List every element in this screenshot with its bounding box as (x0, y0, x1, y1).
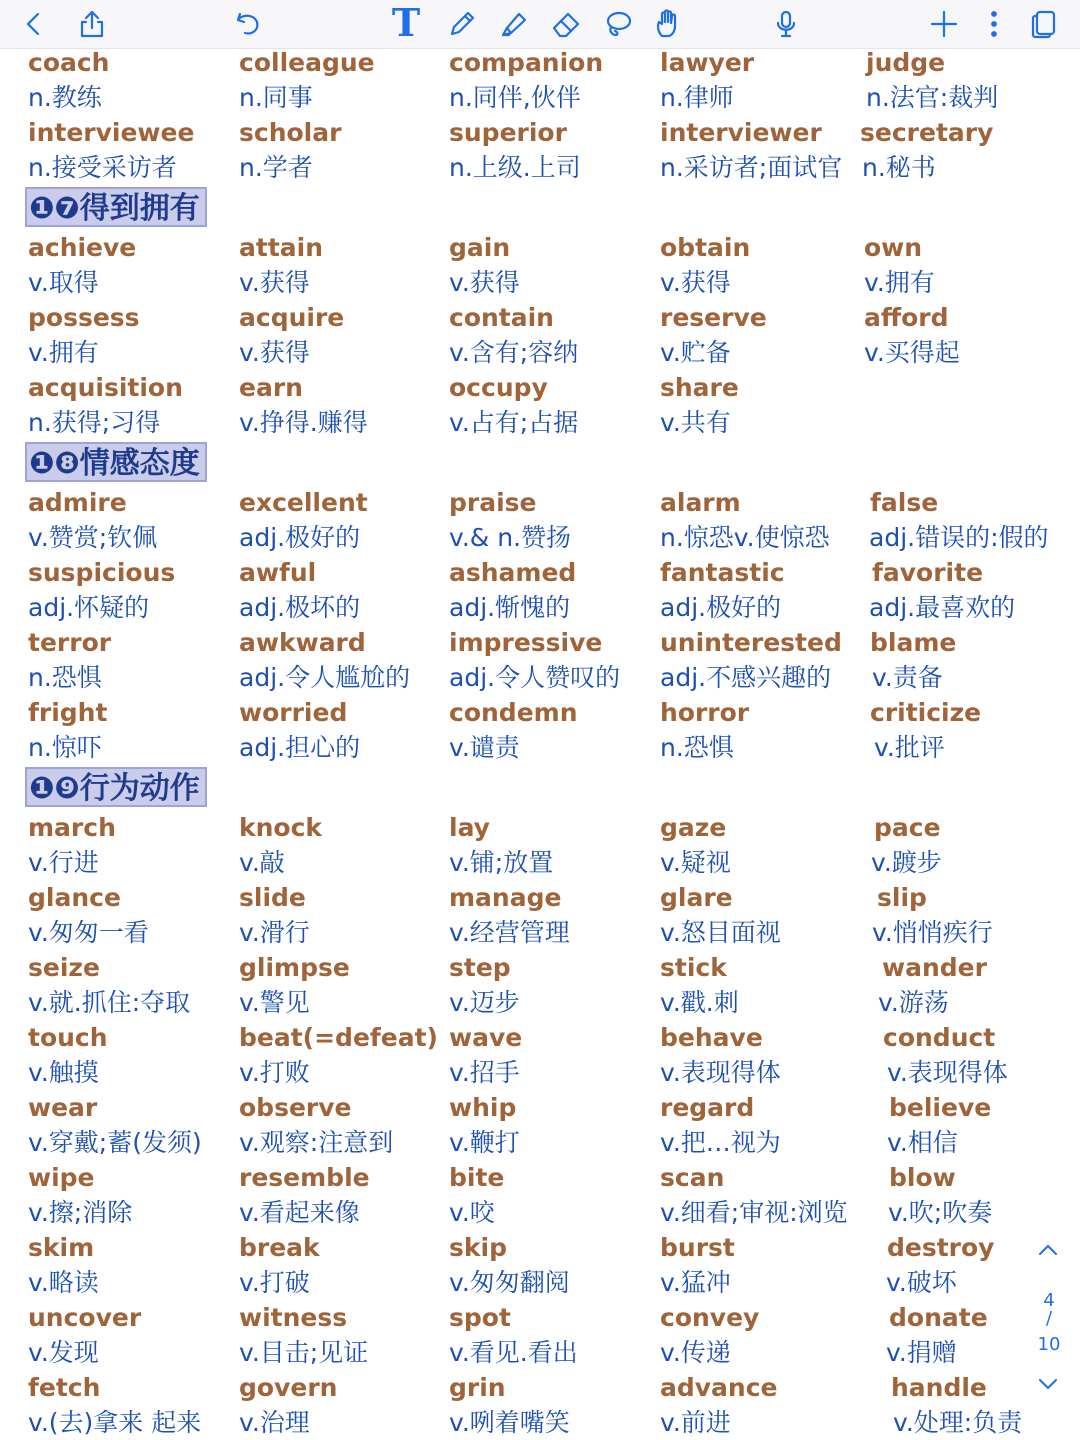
vocab-definition: v.行进 (28, 848, 99, 877)
vocab-definition: v.匆匆一看 (28, 918, 149, 947)
vocab-word: fantastic (660, 558, 785, 587)
vocab-word: skim (28, 1233, 95, 1262)
vocab-word: pace (874, 813, 941, 842)
vocab-definition: v.戳.刺 (660, 988, 739, 1017)
vocab-definition: adj.惭愧的 (449, 593, 571, 622)
vocab-definition: v.发现 (28, 1338, 99, 1367)
vocab-definition: v.传递 (660, 1338, 731, 1367)
vocab-word: govern (239, 1373, 338, 1402)
vocab-definition: n.接受采访者 (28, 153, 177, 182)
vocab-word: conduct (883, 1023, 996, 1052)
vocabulary-page (0, 48, 1080, 1440)
total-page-count: 10 (1037, 1334, 1061, 1355)
vocab-word: coach (28, 48, 110, 77)
vocab-word: wipe (28, 1163, 95, 1192)
vocab-definition: v.表现得体 (887, 1058, 1008, 1087)
vocab-word: own (864, 233, 923, 262)
pen-icon[interactable] (442, 4, 482, 44)
vocab-word: bite (449, 1163, 505, 1192)
vocab-definition: v.敲 (239, 848, 285, 877)
vocab-word: wave (449, 1023, 523, 1052)
vocab-word: beat(=defeat) (239, 1023, 438, 1052)
vocab-definition: v.获得 (449, 268, 520, 297)
vocab-definition: adj.错误的:假的 (869, 523, 1049, 552)
vocab-word: stick (660, 953, 727, 982)
vocab-definition: v.目击;见证 (239, 1338, 369, 1367)
hand-select-icon[interactable] (648, 4, 688, 44)
section-header: ❶❼得到拥有 (25, 187, 207, 227)
vocab-word: awful (239, 558, 317, 587)
vocab-word: convey (660, 1303, 760, 1332)
vocab-definition: adj.担心的 (239, 733, 361, 762)
pages-icon[interactable] (1024, 4, 1064, 44)
vocab-definition: v.怒目面视 (660, 918, 781, 947)
vocab-word: awkward (239, 628, 366, 657)
vocab-word: skip (449, 1233, 507, 1262)
vocab-word: secretary (860, 118, 994, 147)
vocab-word: afford (864, 303, 949, 332)
vocab-definition: v.看起来像 (239, 1198, 360, 1227)
vocab-definition: v.占有;占据 (449, 408, 579, 437)
vocab-word: witness (239, 1303, 348, 1332)
vocab-word: worried (239, 698, 348, 727)
vocab-word: uncover (28, 1303, 142, 1332)
page-separator: / (1045, 1308, 1053, 1329)
vocab-definition: v.迈步 (449, 988, 520, 1017)
vocab-word: seize (28, 953, 100, 982)
vocab-word: lawyer (660, 48, 755, 77)
vocab-definition: adj.极坏的 (239, 593, 361, 622)
chevron-up-icon[interactable] (1036, 1240, 1060, 1260)
vocab-word: blow (889, 1163, 956, 1192)
vocab-word: reserve (660, 303, 767, 332)
vocab-definition: n.恐惧 (660, 733, 734, 762)
vocab-word: suspicious (28, 558, 176, 587)
vocab-definition: v.铺;放置 (449, 848, 554, 877)
vocab-word: gain (449, 233, 511, 262)
vocab-word: observe (239, 1093, 352, 1122)
vocab-word: terror (28, 628, 112, 657)
vocab-definition: v.游荡 (878, 988, 949, 1017)
vocab-word: blame (870, 628, 957, 657)
vocab-word: interviewer (660, 118, 822, 147)
vocab-word: uninterested (660, 628, 842, 657)
vocab-word: knock (239, 813, 323, 842)
vocab-definition: v.获得 (239, 268, 310, 297)
vocab-definition: v.前进 (660, 1408, 731, 1437)
vocab-definition: v.就.抓住:夺取 (28, 988, 191, 1017)
microphone-icon[interactable] (766, 4, 806, 44)
vocab-word: believe (889, 1093, 992, 1122)
vocab-word: march (28, 813, 116, 842)
vocab-word: horror (660, 698, 750, 727)
section-header: ❶❽情感态度 (25, 442, 207, 482)
vocab-definition: n.法官:裁判 (866, 83, 999, 112)
vocab-word: companion (449, 48, 604, 77)
vocab-word: wander (882, 953, 987, 982)
vocab-word: contain (449, 303, 554, 332)
vocab-definition: v.咬 (449, 1198, 495, 1227)
vocab-word: slip (877, 883, 927, 912)
vocab-word: admire (28, 488, 127, 517)
vocab-word: donate (889, 1303, 988, 1332)
vocab-definition: v.(去)拿来 起来 (28, 1408, 202, 1437)
vocab-definition: v.穿戴;蓄(发须) (28, 1128, 202, 1157)
vocab-word: share (660, 373, 739, 402)
vocab-word: whip (449, 1093, 517, 1122)
vocab-definition: v.擦;消除 (28, 1198, 133, 1227)
vocab-word: grin (449, 1373, 506, 1402)
vocab-definition: adj.令人尴尬的 (239, 663, 411, 692)
add-icon[interactable] (924, 4, 964, 44)
vocab-word: occupy (449, 373, 548, 402)
vocab-definition: n.教练 (28, 83, 102, 112)
vocab-word: acquisition (28, 373, 183, 402)
vocab-definition: v.治理 (239, 1408, 310, 1437)
vocab-definition: n.同事 (239, 83, 313, 112)
vocab-definition: v.获得 (660, 268, 731, 297)
vocab-definition: v.取得 (28, 268, 99, 297)
vocab-word: false (870, 488, 939, 517)
vocab-definition: n.采访者;面试官 (660, 153, 843, 182)
vocab-word: break (239, 1233, 320, 1262)
vocab-definition: adj.极好的 (660, 593, 782, 622)
vocab-definition: n.获得;习得 (28, 408, 161, 437)
vocab-definition: v.看见.看出 (449, 1338, 578, 1367)
vocab-definition: v.含有;容纳 (449, 338, 579, 367)
vocab-definition: v.表现得体 (660, 1058, 781, 1087)
vocab-word: resemble (239, 1163, 370, 1192)
vocab-definition: v.疑视 (660, 848, 731, 877)
vocab-word: handle (891, 1373, 987, 1402)
vocab-definition: v.触摸 (28, 1058, 99, 1087)
vocab-definition: v.拥有 (864, 268, 935, 297)
vocab-definition: adj.令人赞叹的 (449, 663, 621, 692)
vocab-word: attain (239, 233, 324, 262)
vocab-definition: adj.极好的 (239, 523, 361, 552)
vocab-definition: v.悄悄疾行 (872, 918, 993, 947)
text-tool-icon[interactable]: T (391, 0, 421, 45)
vocab-word: interviewee (28, 118, 195, 147)
vocab-definition: n.惊恐v.使惊恐 (660, 523, 830, 552)
vocab-definition: v.责备 (872, 663, 943, 692)
vocab-definition: n.恐惧 (28, 663, 102, 692)
undo-icon[interactable] (228, 4, 268, 44)
vocab-definition: v.贮备 (660, 338, 731, 367)
vocab-definition: v.踱步 (871, 848, 942, 877)
section-header: ❶❾行为动作 (25, 767, 207, 807)
vocab-definition: v.& n.赞扬 (449, 523, 572, 552)
vocab-definition: v.细看;审视:浏览 (660, 1198, 848, 1227)
vocab-definition: v.警见 (239, 988, 310, 1017)
vocab-definition: v.谴责 (449, 733, 520, 762)
eraser-icon[interactable] (546, 4, 586, 44)
vocab-word: acquire (239, 303, 345, 332)
vocab-word: possess (28, 303, 140, 332)
vocab-word: wear (28, 1093, 98, 1122)
vocab-definition: v.批评 (874, 733, 945, 762)
vocab-definition: v.挣得.赚得 (239, 408, 368, 437)
vocab-word: criticize (870, 698, 982, 727)
vocab-definition: n.上级.上司 (449, 153, 581, 182)
vocab-definition: v.猛冲 (660, 1268, 731, 1297)
vocab-word: fright (28, 698, 108, 727)
vocab-definition: adj.不感兴趣的 (660, 663, 832, 692)
lasso-icon[interactable] (598, 4, 638, 44)
vocab-word: condemn (449, 698, 578, 727)
vocab-word: colleague (239, 48, 375, 77)
vocab-definition: v.捐赠 (886, 1338, 957, 1367)
vocab-definition: v.赞赏;钦佩 (28, 523, 158, 552)
vocab-definition: v.打败 (239, 1058, 310, 1087)
vocab-word: touch (28, 1023, 108, 1052)
vocab-definition: v.经营管理 (449, 918, 570, 947)
vocab-definition: v.买得起 (864, 338, 960, 367)
vocab-definition: adj.最喜欢的 (869, 593, 1016, 622)
vocab-definition: v.共有 (660, 408, 731, 437)
vocab-definition: n.惊吓 (28, 733, 102, 762)
vocab-word: scan (660, 1163, 725, 1192)
vocab-word: alarm (660, 488, 741, 517)
vocab-word: lay (449, 813, 490, 842)
vocab-definition: v.破坏 (886, 1268, 957, 1297)
vocab-word: superior (449, 118, 567, 147)
vocab-definition: v.滑行 (239, 918, 310, 947)
vocab-definition: n.同伴,伙伴 (449, 83, 581, 112)
vocab-definition: v.打破 (239, 1268, 310, 1297)
vocab-word: burst (660, 1233, 735, 1262)
vocab-word: behave (660, 1023, 763, 1052)
more-icon[interactable] (974, 4, 1014, 44)
vocab-word: excellent (239, 488, 368, 517)
vocab-word: glimpse (239, 953, 350, 982)
vocab-word: destroy (887, 1233, 995, 1262)
vocab-definition: v.招手 (449, 1058, 520, 1087)
vocab-word: earn (239, 373, 303, 402)
toolbar (0, 0, 1080, 49)
chevron-down-icon[interactable] (1036, 1374, 1060, 1394)
vocab-definition: v.获得 (239, 338, 310, 367)
vocab-definition: v.咧着嘴笑 (449, 1408, 570, 1437)
vocab-definition: v.观察:注意到 (239, 1128, 394, 1157)
vocab-definition: v.拥有 (28, 338, 99, 367)
share-icon[interactable] (72, 4, 112, 44)
vocab-definition: v.相信 (887, 1128, 958, 1157)
vocab-word: regard (660, 1093, 755, 1122)
vocab-word: achieve (28, 233, 137, 262)
vocab-word: glance (28, 883, 121, 912)
vocab-definition: v.匆匆翻阅 (449, 1268, 570, 1297)
page-navigator (1024, 1240, 1074, 1410)
vocab-word: manage (449, 883, 562, 912)
vocab-word: gaze (660, 813, 727, 842)
vocab-definition: v.略读 (28, 1268, 99, 1297)
vocab-word: impressive (449, 628, 603, 657)
vocab-word: slide (239, 883, 306, 912)
vocab-word: step (449, 953, 511, 982)
current-page-number: 4 (1043, 1290, 1055, 1311)
vocab-definition: v.处理:负责 (893, 1408, 1023, 1437)
vocab-definition: adj.怀疑的 (28, 593, 150, 622)
vocab-word: glare (660, 883, 733, 912)
vocab-word: advance (660, 1373, 778, 1402)
vocab-word: fetch (28, 1373, 101, 1402)
vocab-word: obtain (660, 233, 751, 262)
vocab-definition: v.吹;吹奏 (888, 1198, 993, 1227)
highlighter-icon[interactable] (494, 4, 534, 44)
vocab-word: ashamed (449, 558, 577, 587)
vocab-definition: n.秘书 (862, 153, 936, 182)
vocab-definition: v.把…视为 (660, 1128, 781, 1157)
vocab-definition: n.律师 (660, 83, 734, 112)
back-icon[interactable] (14, 4, 54, 44)
vocab-definition: v.鞭打 (449, 1128, 520, 1157)
vocab-word: judge (866, 48, 946, 77)
vocab-word: praise (449, 488, 537, 517)
vocab-word: scholar (239, 118, 342, 147)
vocab-word: favorite (872, 558, 984, 587)
vocab-word: spot (449, 1303, 511, 1332)
vocab-definition: n.学者 (239, 153, 313, 182)
